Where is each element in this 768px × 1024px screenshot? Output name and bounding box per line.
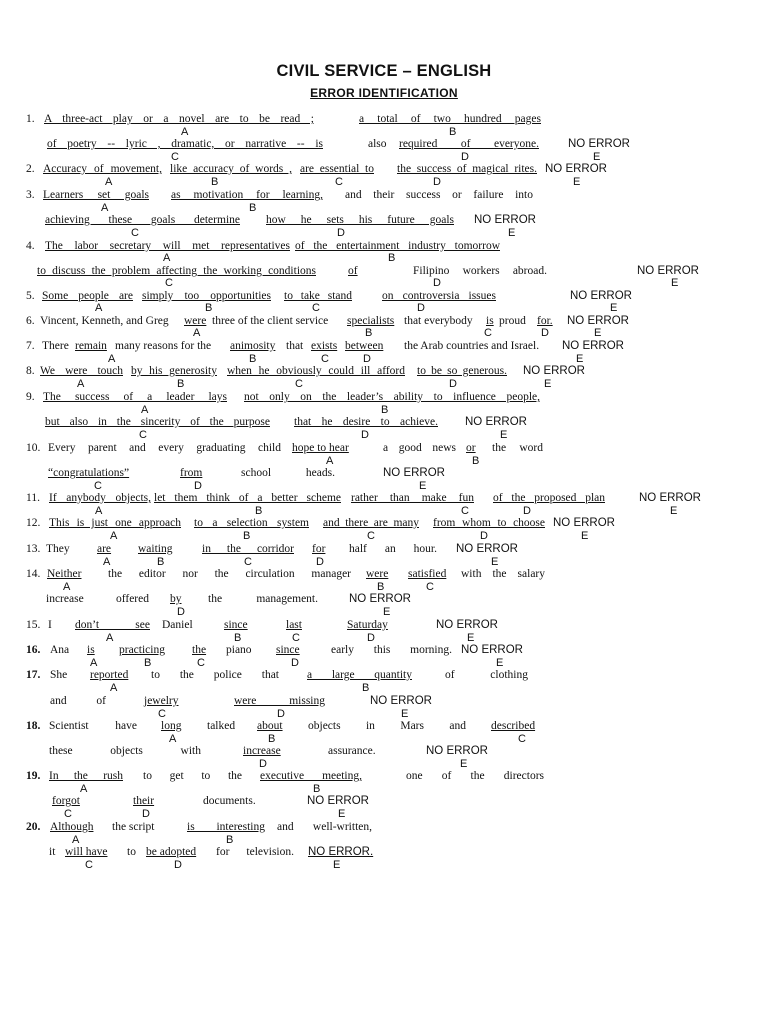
choice-letter-a: A — [80, 783, 88, 795]
plain-text: assurance. — [328, 745, 376, 757]
plain-text: talked — [207, 720, 236, 732]
choice-letter-e: E — [594, 327, 602, 339]
plain-text: that — [286, 340, 304, 352]
question-number: 18. — [26, 720, 41, 732]
choice-letter-b: B — [243, 530, 251, 542]
question-number: 3. — [26, 189, 35, 201]
choice-letter-c: C — [292, 632, 300, 644]
choice-letter-d: D — [461, 151, 469, 163]
plain-text: early this morning. — [331, 644, 452, 656]
plain-text: objects in Mars and — [308, 720, 466, 732]
plain-text: the Arab countries and Israel. — [404, 340, 540, 352]
choice-letter-a: A — [110, 530, 118, 542]
choice-letter-c: C — [158, 708, 166, 720]
choice-letter-e: E — [419, 480, 427, 492]
no-error-option: NO ERROR — [461, 644, 523, 656]
no-error-option: NO ERROR — [465, 416, 527, 428]
choice-letter-c: C — [426, 581, 434, 593]
choice-letter-a: A — [105, 176, 113, 188]
choice-letter-a: A — [106, 632, 114, 644]
plain-text: Every parent and every graduating child — [48, 442, 281, 454]
plain-text: There — [42, 340, 69, 352]
segment-a: A three-act play or a novel are to be read ; — [44, 113, 314, 125]
choice-letter-b: B — [472, 455, 480, 467]
choice-letter-c: C — [171, 151, 179, 163]
choice-letter-d: D — [194, 480, 202, 492]
no-error-option: NO ERROR — [570, 290, 632, 302]
choice-letter-d: D — [363, 353, 371, 365]
choice-letter-a: A — [63, 581, 71, 593]
plain-text: also — [368, 138, 387, 150]
choice-letter-c: C — [197, 657, 205, 669]
segment-a: Although — [50, 821, 94, 833]
choice-letter-b: B — [249, 353, 257, 365]
segment-b: is interesting — [187, 821, 265, 833]
segment-c: to discuss the problem affecting the working conditions — [37, 265, 316, 277]
segment-b: about — [257, 720, 283, 732]
choice-letter-d: D — [316, 556, 324, 568]
choice-letter-c: C — [335, 176, 343, 188]
segment-d: were missing — [234, 695, 325, 707]
question-number: 13. — [26, 543, 41, 555]
choice-letter-e: E — [573, 176, 581, 188]
choice-letter-c: C — [484, 327, 492, 339]
choice-letter-b: B — [211, 176, 219, 188]
choice-letter-d: D — [142, 808, 150, 820]
no-error-option: NO ERROR — [307, 795, 369, 807]
choice-letter-a: A — [72, 834, 80, 846]
segment-c: jewelry — [144, 695, 179, 707]
choice-letter-a: A — [101, 202, 109, 214]
plain-text: Ana — [50, 644, 70, 656]
choice-letter-b: B — [362, 682, 370, 694]
segment-a: long — [161, 720, 182, 732]
question-number: 10. — [26, 442, 41, 454]
choice-letter-a: A — [90, 657, 98, 669]
choice-letter-d: D — [480, 530, 488, 542]
choice-letter-b: B — [381, 404, 389, 416]
segment-d: for — [312, 543, 326, 555]
plain-text: and their success or failure into — [345, 189, 533, 201]
choice-letter-b: B — [313, 783, 321, 795]
choice-letter-a: A — [95, 505, 103, 517]
plain-text: increase offered — [46, 593, 149, 605]
plain-text: Vincent, Kenneth, and Greg — [40, 315, 169, 327]
segment-c: is — [486, 315, 494, 327]
question-number: 8. — [26, 365, 35, 377]
segment-b: like accuracy of words , — [170, 163, 292, 175]
segment-d: that he desire to achieve. — [294, 416, 438, 428]
choice-letter-c: C — [244, 556, 252, 568]
plain-text: to — [127, 846, 136, 858]
choice-letter-c: C — [461, 505, 469, 517]
question-number: 15. — [26, 619, 41, 631]
segment-b: executive meeting, — [260, 770, 362, 782]
choice-letter-c: C — [518, 733, 526, 745]
choice-letter-c: C — [165, 277, 173, 289]
choice-letter-c: C — [94, 480, 102, 492]
question-number: 16. — [26, 644, 41, 656]
question-number: 6. — [26, 315, 35, 327]
segment-c: of poetry -- lyric , dramatic, or narrative -- is — [47, 138, 323, 150]
no-error-option: NO ERROR — [349, 593, 411, 605]
page-subtitle: ERROR IDENTIFICATION — [310, 86, 458, 100]
plain-text: that everybody — [404, 315, 473, 327]
choice-letter-b: B — [249, 202, 257, 214]
choice-letter-b: B — [377, 581, 385, 593]
choice-letter-d: D — [291, 657, 299, 669]
choice-letter-d: D — [277, 708, 285, 720]
choice-letter-a: A — [108, 353, 116, 365]
choice-letter-b: B — [205, 302, 213, 314]
segment-b: of the entertainment industry tomorrow — [295, 240, 500, 252]
choice-letter-e: E — [496, 657, 504, 669]
choice-letter-c: C — [131, 227, 139, 239]
segment-c: achieving these goals determine — [45, 214, 240, 226]
choice-letter-b: B — [226, 834, 234, 846]
segment-a: We were touch — [40, 365, 123, 377]
segment-c: forgot — [52, 795, 80, 807]
segment-b: by his generosity — [131, 365, 217, 377]
plain-text: half an hour. — [349, 543, 437, 555]
plain-text: and of — [50, 695, 106, 707]
plain-text: piano — [226, 644, 252, 656]
choice-letter-b: B — [234, 632, 242, 644]
choice-letter-e: E — [593, 151, 601, 163]
choice-letter-c: C — [367, 530, 375, 542]
no-error-option: NO ERROR — [553, 517, 615, 529]
segment-b: animosity — [230, 340, 276, 352]
no-error-option: NO ERROR — [545, 163, 607, 175]
choice-letter-b: B — [177, 378, 185, 390]
segment-d: from — [180, 467, 203, 479]
segment-b: as motivation for learning, — [171, 189, 323, 201]
plain-text: three of the client service — [212, 315, 329, 327]
segment-c: exists — [311, 340, 338, 352]
choice-letter-b: B — [255, 505, 263, 517]
plain-text: school heads. — [241, 467, 335, 479]
question-number: 20. — [26, 821, 41, 833]
plain-text: many reasons for the — [115, 340, 212, 352]
segment-d: required of everyone. — [399, 138, 539, 150]
question-number: 14. — [26, 568, 41, 580]
choice-letter-c: C — [64, 808, 72, 820]
choice-letter-b: B — [449, 126, 457, 138]
plain-text: these objects with — [49, 745, 201, 757]
choice-letter-e: E — [460, 758, 468, 770]
choice-letter-a: A — [77, 378, 85, 390]
choice-letter-c: C — [321, 353, 329, 365]
choice-letter-e: E — [610, 302, 618, 314]
choice-letter-c: C — [295, 378, 303, 390]
plain-text: it — [49, 846, 56, 858]
segment-c: but also in the sincerity of the purpose — [45, 416, 270, 428]
choice-letter-b: B — [157, 556, 165, 568]
choice-letter-c: C — [139, 429, 147, 441]
plain-text: and well-written, — [277, 821, 372, 833]
segment-c: last — [286, 619, 302, 631]
segment-a: reported — [90, 669, 129, 681]
question-number: 7. — [26, 340, 35, 352]
segment-c: in the corridor — [202, 543, 294, 555]
segment-a: If anybody objects, — [49, 492, 151, 504]
choice-letter-a: A — [181, 126, 189, 138]
choice-letter-d: D — [417, 302, 425, 314]
segment-d: between — [345, 340, 384, 352]
question-number: 4. — [26, 240, 35, 252]
segment-a: is — [87, 644, 95, 656]
segment-b: a total of two hundred pages — [359, 113, 541, 125]
choice-letter-b: B — [365, 327, 373, 339]
choice-letter-a: A — [110, 682, 118, 694]
no-error-option: NO ERROR. — [308, 846, 374, 858]
segment-b: were — [366, 568, 389, 580]
choice-letter-d: D — [361, 429, 369, 441]
segment-b: not only on the leader’s ability to influence people, — [244, 391, 540, 403]
choice-letter-d: D — [367, 632, 375, 644]
segment-d: increase — [243, 745, 281, 757]
segment-b: simply too opportunities — [142, 290, 271, 302]
plain-text: to the police that — [151, 669, 279, 681]
segment-b: specialists — [347, 315, 395, 327]
no-error-option: NO ERROR — [436, 619, 498, 631]
choice-letter-a: A — [141, 404, 149, 416]
segment-c: to take stand — [284, 290, 352, 302]
choice-letter-d: D — [177, 606, 185, 618]
question-number: 5. — [26, 290, 35, 302]
segment-c: rather than make fun — [351, 492, 474, 504]
choice-letter-e: E — [670, 505, 678, 517]
plain-text: the editor nor the circulation manager — [108, 568, 351, 580]
plain-text: the script — [112, 821, 155, 833]
no-error-option: NO ERROR — [639, 492, 701, 504]
no-error-option: NO ERROR — [383, 467, 445, 479]
plain-text: She — [50, 669, 68, 681]
segment-b: a large quantity — [307, 669, 412, 681]
segment-d: from whom to choose — [433, 517, 545, 529]
choice-letter-e: E — [544, 378, 552, 390]
no-error-option: NO ERROR — [370, 695, 432, 707]
segment-c: described — [491, 720, 536, 732]
segment-c: satisfied — [408, 568, 447, 580]
segment-d: by — [170, 593, 182, 605]
choice-letter-d: D — [259, 758, 267, 770]
plain-text: the word — [492, 442, 543, 454]
no-error-option: NO ERROR — [637, 265, 699, 277]
segment-d: how he sets his future goals — [266, 214, 454, 226]
segment-a: are — [97, 543, 112, 555]
choice-letter-a: A — [169, 733, 177, 745]
segment-d: Saturday — [347, 619, 388, 631]
segment-b: since — [224, 619, 248, 631]
choice-letter-d: D — [433, 277, 441, 289]
choice-letter-d: D — [523, 505, 531, 517]
choice-letter-e: E — [467, 632, 475, 644]
segment-c: will have — [65, 846, 108, 858]
segment-a: Some people are — [42, 290, 133, 302]
choice-letter-e: E — [338, 808, 346, 820]
segment-b: practicing — [119, 644, 165, 656]
choice-letter-e: E — [576, 353, 584, 365]
segment-b: or — [466, 442, 476, 454]
question-number: 1. — [26, 113, 35, 125]
plain-text: documents. — [203, 795, 256, 807]
question-number: 2. — [26, 163, 35, 175]
no-error-option: NO ERROR — [568, 138, 630, 150]
plain-text: a good news — [383, 442, 456, 454]
no-error-option: NO ERROR — [474, 214, 536, 226]
segment-a: In the rush — [49, 770, 123, 782]
choice-letter-e: E — [508, 227, 516, 239]
segment-a: Neither — [47, 568, 82, 580]
segment-c: “congratulations” — [48, 467, 130, 479]
choice-letter-c: C — [85, 859, 93, 871]
no-error-option: NO ERROR — [523, 365, 585, 377]
segment-c: and there are many — [323, 517, 419, 529]
segment-a: don’t see — [75, 619, 150, 631]
choice-letter-d: D — [433, 176, 441, 188]
choice-letter-e: E — [500, 429, 508, 441]
segment-c: are essential to — [300, 163, 374, 175]
segment-c: the — [192, 644, 207, 656]
plain-text: one of the directors — [406, 770, 544, 782]
segment-d: since — [276, 644, 300, 656]
segment-b: to a selection system — [194, 517, 309, 529]
segment-a: Learners set goals — [43, 189, 149, 201]
choice-letter-e: E — [671, 277, 679, 289]
no-error-option: NO ERROR — [456, 543, 518, 555]
choice-letter-d: D — [174, 859, 182, 871]
segment-d: to be so generous. — [417, 365, 507, 377]
segment-d: on controversia issues — [382, 290, 496, 302]
plain-text: They — [46, 543, 70, 555]
choice-letter-e: E — [383, 606, 391, 618]
choice-letter-b: B — [388, 252, 396, 264]
choice-letter-a: A — [163, 252, 171, 264]
segment-d: for. — [537, 315, 553, 327]
segment-d: the success of magical rites. — [397, 163, 537, 175]
choice-letter-c: C — [312, 302, 320, 314]
choice-letter-b: B — [268, 733, 276, 745]
segment-a: remain — [75, 340, 107, 352]
question-number: 17. — [26, 669, 41, 681]
segment-d: of the proposed plan — [493, 492, 605, 504]
plain-text: with the salary — [461, 568, 545, 580]
segment-a: were — [184, 315, 207, 327]
choice-letter-e: E — [581, 530, 589, 542]
plain-text: for television. — [216, 846, 294, 858]
choice-letter-e: E — [401, 708, 409, 720]
segment-b: let them think of a better scheme — [154, 492, 341, 504]
segment-d: of — [348, 265, 358, 277]
question-number: 12. — [26, 517, 41, 529]
segment-a: The labor secretary will met representatives — [45, 240, 290, 252]
segment-d: be adopted — [146, 846, 197, 858]
no-error-option: NO ERROR — [426, 745, 488, 757]
segment-c: when he obviously could ill afford — [227, 365, 405, 377]
choice-letter-a: A — [95, 302, 103, 314]
choice-letter-d: D — [541, 327, 549, 339]
question-number: 11. — [26, 492, 40, 504]
choice-letter-a: A — [193, 327, 201, 339]
segment-a: This is just one approach — [49, 517, 181, 529]
plain-text: to get to the — [143, 770, 242, 782]
choice-letter-a: A — [103, 556, 111, 568]
no-error-option: NO ERROR — [562, 340, 624, 352]
plain-text: I — [48, 619, 52, 631]
plain-text: Scientist have — [49, 720, 137, 732]
choice-letter-d: D — [337, 227, 345, 239]
page-title: CIVIL SERVICE – ENGLISH — [276, 62, 492, 80]
choice-letter-a: A — [326, 455, 334, 467]
question-number: 9. — [26, 391, 35, 403]
choice-letter-d: D — [449, 378, 457, 390]
segment-b: waiting — [138, 543, 173, 555]
segment-a: Accuracy of movement, — [43, 163, 162, 175]
choice-letter-b: B — [144, 657, 152, 669]
choice-letter-e: E — [333, 859, 341, 871]
question-number: 19. — [26, 770, 41, 782]
plain-text: Daniel — [162, 619, 193, 631]
choice-letter-e: E — [491, 556, 499, 568]
segment-a: The success of a leader lays — [43, 391, 227, 403]
plain-text: the management. — [208, 593, 318, 605]
segment-a: hope to hear — [292, 442, 349, 454]
plain-text: of clothing — [445, 669, 528, 681]
segment-d: their — [133, 795, 155, 807]
plain-text: Filipino workers abroad. — [413, 265, 547, 277]
plain-text: proud — [499, 315, 526, 327]
no-error-option: NO ERROR — [567, 315, 629, 327]
